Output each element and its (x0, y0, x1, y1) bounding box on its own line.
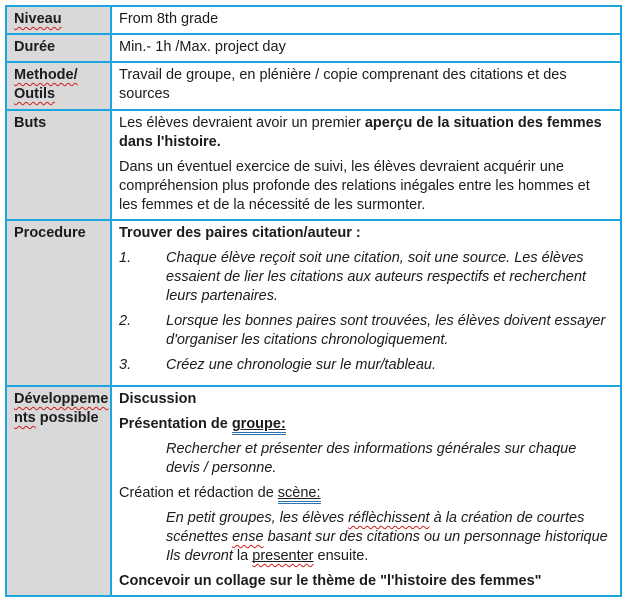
buts-paragraph-2 (119, 158, 612, 215)
scenette-s8: ensuite. (313, 548, 369, 564)
buts-paragraph-1 (119, 114, 612, 152)
collage-text: Concevoir un collage sur le thème de "l'histoire des femmes" (119, 573, 542, 589)
procedure-step-1-text: Chaque élève reçoit soit une citation, soit une source. Les élèves essaient de lier les citations aux auteurs respectifs et recherchent leurs partenaires. (166, 250, 586, 304)
buts-p1-normal: Les élèves devraient avoir un premier (119, 115, 365, 131)
developpements-label-line1: Développeme (14, 391, 109, 407)
duree-label-cell (6, 34, 111, 62)
creation-prefix: Création et rédaction de (119, 485, 278, 501)
recherche-text: Rechercher et présenter des informations générales sur chaque devis / personne. (166, 441, 577, 476)
niveau-value: From 8th grade (119, 11, 219, 27)
row-methode-outils (6, 62, 621, 110)
methode-value-cell (111, 62, 621, 110)
scenette-s1: En petit groupes, les élèves (166, 510, 349, 526)
discussion-text: Discussion (119, 391, 197, 407)
creation-heading (119, 484, 612, 503)
niveau-value-cell (111, 6, 621, 34)
procedure-heading-text: Trouver des paires citation/auteur : (119, 225, 361, 241)
row-buts (6, 110, 621, 220)
procedure-step-3-number: 3. (119, 357, 132, 373)
scenette-misspelled-reflechissent: réflèchissent (348, 510, 430, 526)
scenette-misspelled-presenter: presenter (252, 548, 314, 564)
procedure-heading (119, 224, 612, 243)
presentation-prefix: Présentation de (119, 416, 232, 432)
row-developpements (6, 386, 621, 596)
procedure-label-cell (6, 220, 111, 386)
methode-value: Travail de groupe, en plénière / copie comprenant des citations et des sources (119, 67, 567, 102)
row-procedure (6, 220, 621, 386)
row-niveau (6, 6, 621, 34)
buts-label-cell (6, 110, 111, 220)
buts-p2-text: Dans un éventuel exercice de suivi, les élèves devraient acquérir une compréhension plus profonde des relations inégales entre les hommes et les femmes et de la nécessité de les surmonter. (119, 159, 590, 213)
developpements-value-cell (111, 386, 621, 596)
niveau-label-cell (6, 6, 111, 34)
presentation-underlined-word: groupe: (232, 416, 286, 435)
procedure-step-2-number: 2. (119, 313, 132, 329)
developpements-label-line2-start: nts (14, 410, 36, 426)
scenette-misspelled-presenter-wrap (252, 548, 313, 564)
scenette-s3: à la création de courtes scénettes (166, 510, 585, 545)
methode-label-cell (6, 62, 111, 110)
procedure-step-1 (119, 249, 612, 306)
row-duree (6, 34, 621, 62)
methode-label-line2: Outils (14, 86, 56, 102)
buts-p1-bold: aperçu de la situation des femmes dans l'histoire. (119, 115, 602, 150)
lesson-plan-table (5, 5, 622, 597)
procedure-step-3 (119, 356, 612, 375)
developpements-label-cell (6, 386, 111, 596)
procedure-step-3-text: Créez une chronologie sur le mur/tableau. (166, 357, 437, 373)
procedure-step-1-number: 1. (119, 250, 132, 266)
niveau-label: Niveau (14, 11, 62, 27)
procedure-value-cell (111, 220, 621, 386)
discussion-heading (119, 390, 612, 409)
scenette-s6: la (236, 548, 253, 564)
presentation-heading (119, 415, 612, 434)
scenette-s5: basant sur des citations ou un personnage historique Ils devront (166, 529, 608, 564)
creation-underlined-word: scène: (278, 485, 321, 504)
scenette-misspelled-ense: ense (232, 529, 264, 545)
duree-value-cell (111, 34, 621, 62)
recherche-paragraph (166, 440, 612, 478)
methode-label-line1: Methode/ (14, 67, 78, 83)
buts-value-cell (111, 110, 621, 220)
procedure-label: Procedure (14, 225, 86, 241)
duree-value: Min.- 1h /Max. project day (119, 39, 286, 55)
collage-heading (119, 572, 612, 591)
procedure-step-2-text: Lorsque les bonnes paires sont trouvées, les élèves doivent essayer d'organiser les citations chronologiquement. (166, 313, 606, 348)
buts-label: Buts (14, 115, 47, 131)
developpements-label-line2-rest: possible (35, 410, 99, 426)
duree-label: Durée (14, 39, 56, 55)
scenette-paragraph (166, 509, 612, 566)
procedure-step-2 (119, 312, 612, 350)
